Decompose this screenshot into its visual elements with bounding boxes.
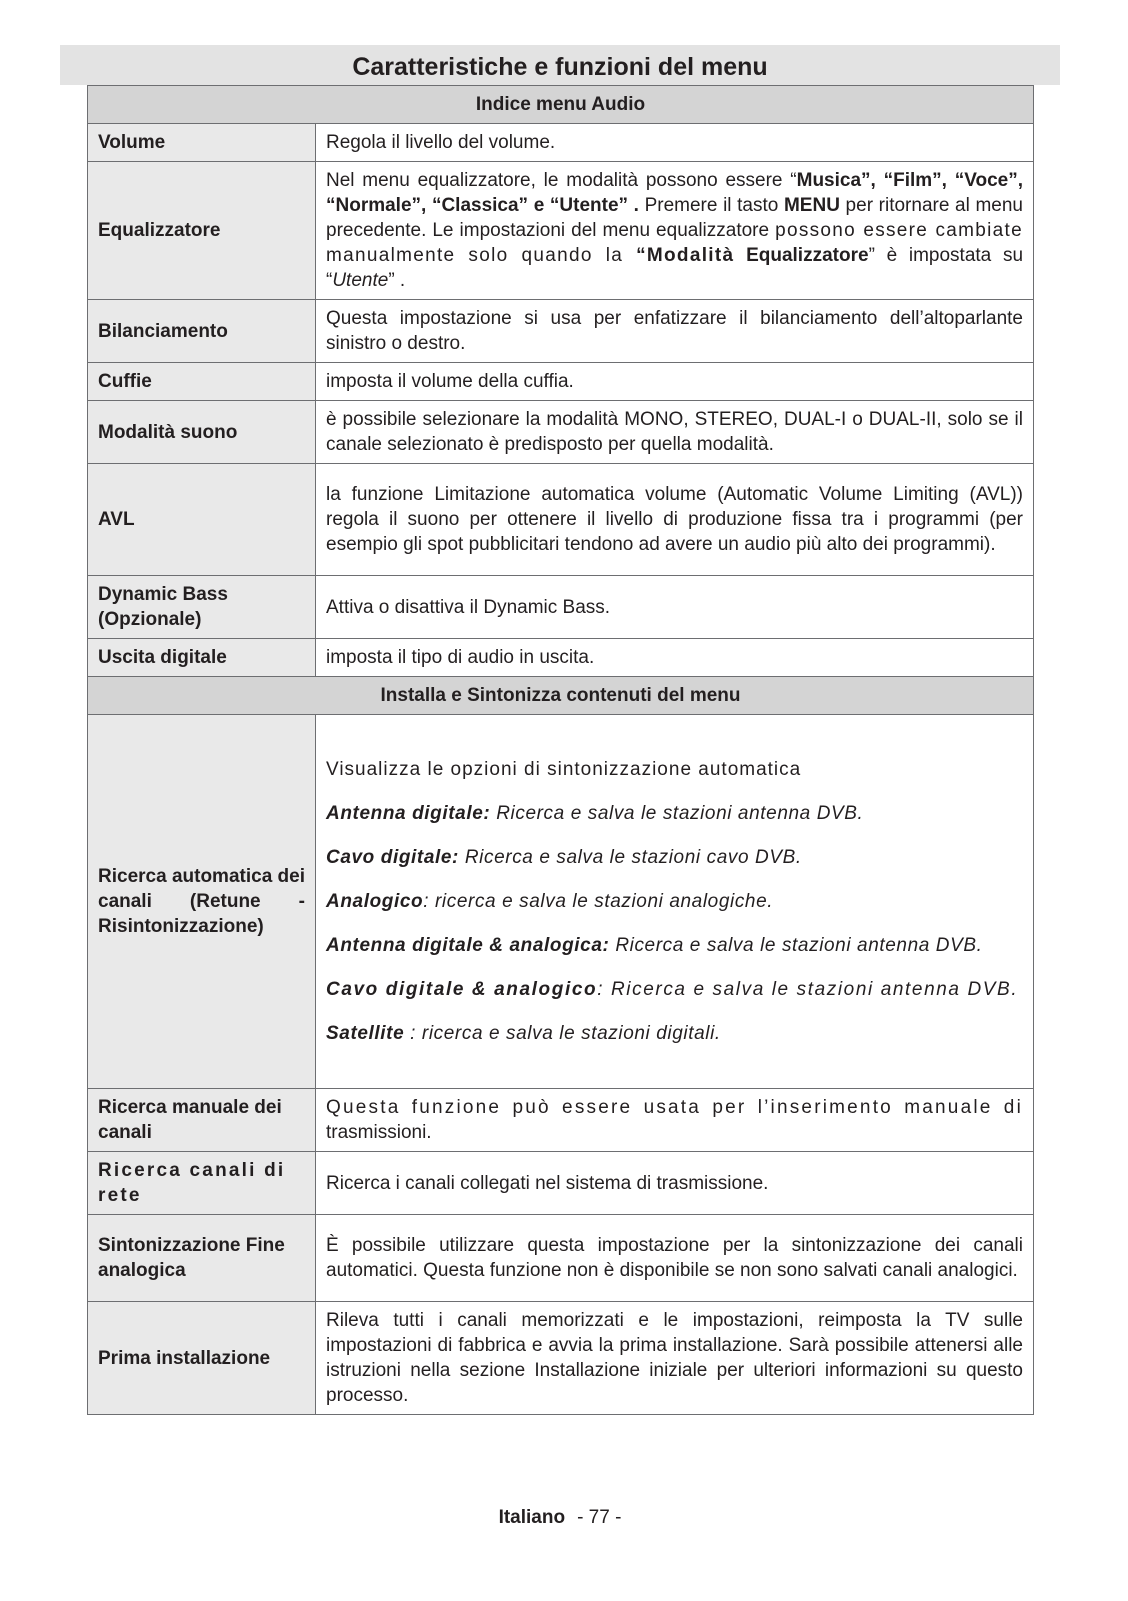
table-row — [88, 677, 1034, 715]
row-desc-sound-mode: è possibile selezionare la modalità MONO, STEREO, DUAL-I o DUAL-II, solo se il canale selezionato è predisposto per quella modalità. — [316, 401, 1034, 464]
table-row — [88, 715, 1034, 1089]
option-analog: Analogico: ricerca e salva le stazioni analogiche. — [326, 890, 774, 912]
row-label-equalizer: Equalizzatore — [88, 162, 316, 300]
row-label-balance: Bilanciamento — [88, 300, 316, 363]
table-row — [88, 1302, 1034, 1415]
row-label-network-search: Ricerca canali di rete — [88, 1152, 316, 1215]
table-row — [88, 639, 1034, 677]
row-desc-first-install: Rileva tutti i canali memorizzati e le impostazioni, reimposta la TV sulle impostazioni di fabbrica e avvia la prima installazione. Sarà possibile attenersi alle istruzioni nella sezione Installazione iniziale per ulteriori informazioni su questo processo. — [316, 1302, 1034, 1415]
row-desc-volume: Regola il livello del volume. — [316, 124, 1034, 162]
row-desc-avl: la funzione Limitazione automatica volume (Automatic Volume Limiting (AVL)) regola il suono per ottenere il livello di produzione fissa tra i programmi (per esempio gli spot pubblicitari tendono ad avere un audio più alto dei programmi). — [316, 464, 1034, 576]
option-cable-digital-analog: Cavo digitale & analogico: Ricerca e salva le stazioni antenna DVB. — [326, 978, 1019, 1000]
section-header-audio: Indice menu Audio — [88, 86, 1034, 124]
page-footer — [0, 1507, 1120, 1529]
table-row — [88, 162, 1034, 300]
row-desc-balance: Questa impostazione si usa per enfatizzare il bilanciamento dell’altoparlante sinistro o destro. — [316, 300, 1034, 363]
section-header-install: Installa e Sintonizza contenuti del menu — [88, 677, 1034, 715]
table-row — [88, 300, 1034, 363]
table-row — [88, 363, 1034, 401]
footer-language: Italiano — [498, 1507, 566, 1528]
option-antenna-digital-analog: Antenna digitale & analogica: Ricerca e salva le stazioni antenna DVB. — [326, 934, 983, 956]
row-desc-auto-search — [316, 715, 1034, 1089]
table-row — [88, 1152, 1034, 1215]
table-row — [88, 576, 1034, 639]
option-antenna-digital: Antenna digitale: Ricerca e salva le stazioni antenna DVB. — [326, 802, 864, 824]
row-desc-headphones: imposta il volume della cuffia. — [316, 363, 1034, 401]
row-label-sound-mode: Modalità suono — [88, 401, 316, 464]
row-desc-manual-search: Questa funzione può essere usata per l’inserimento manuale di trasmissioni. — [316, 1089, 1034, 1152]
row-label-headphones: Cuffie — [88, 363, 316, 401]
row-desc-network-search: Ricerca i canali collegati nel sistema di trasmissione. — [316, 1152, 1034, 1215]
table-row — [88, 464, 1034, 576]
row-label-first-install: Prima installazione — [88, 1302, 316, 1415]
option-cable-digital: Cavo digitale: Ricerca e salva le stazioni cavo DVB. — [326, 846, 802, 868]
row-label-avl: AVL — [88, 464, 316, 576]
table-row — [88, 1215, 1034, 1302]
table-row — [88, 401, 1034, 464]
row-desc-dynamic-bass: Attiva o disattiva il Dynamic Bass. — [316, 576, 1034, 639]
row-label-volume: Volume — [88, 124, 316, 162]
table-row — [88, 86, 1034, 124]
row-desc-fine-tuning: È possibile utilizzare questa impostazione per la sintonizzazione dei canali automatici. Questa funzione non è disponibile se non sono salvati canali analogici. — [316, 1215, 1034, 1302]
table-row — [88, 124, 1034, 162]
menu-features-table — [87, 85, 1034, 1415]
row-desc-digital-out: imposta il tipo di audio in uscita. — [316, 639, 1034, 677]
row-label-auto-search: Ricerca automatica dei canali (Retune - Risintonizzazione) — [88, 715, 316, 1089]
row-label-manual-search: Ricerca manuale dei canali — [88, 1089, 316, 1152]
row-desc-equalizer: Nel menu equalizzatore, le modalità possono essere “Musica”, “Film”, “Voce”, “Normale”, “Classica” e “Utente” . Premere il tasto MENU per ritornare al menu precedente. Le impostazioni del menu equalizzatore possono essere cambiate manualmente solo quando la “Modalità Equalizzatore” è impostata su “Utente” . — [316, 162, 1034, 300]
row-label-dynamic-bass: Dynamic Bass (Opzionale) — [88, 576, 316, 639]
auto-search-intro: Visualizza le opzioni di sintonizzazione automatica — [326, 758, 802, 780]
table-row — [88, 1089, 1034, 1152]
row-label-fine-tuning: Sintonizzazione Fine analogica — [88, 1215, 316, 1302]
option-satellite: Satellite : ricerca e salva le stazioni digitali. — [326, 1022, 721, 1044]
row-label-digital-out: Uscita digitale — [88, 639, 316, 677]
page-title: Caratteristiche e funzioni del menu — [60, 45, 1060, 85]
page-number: - 77 - — [577, 1507, 622, 1528]
